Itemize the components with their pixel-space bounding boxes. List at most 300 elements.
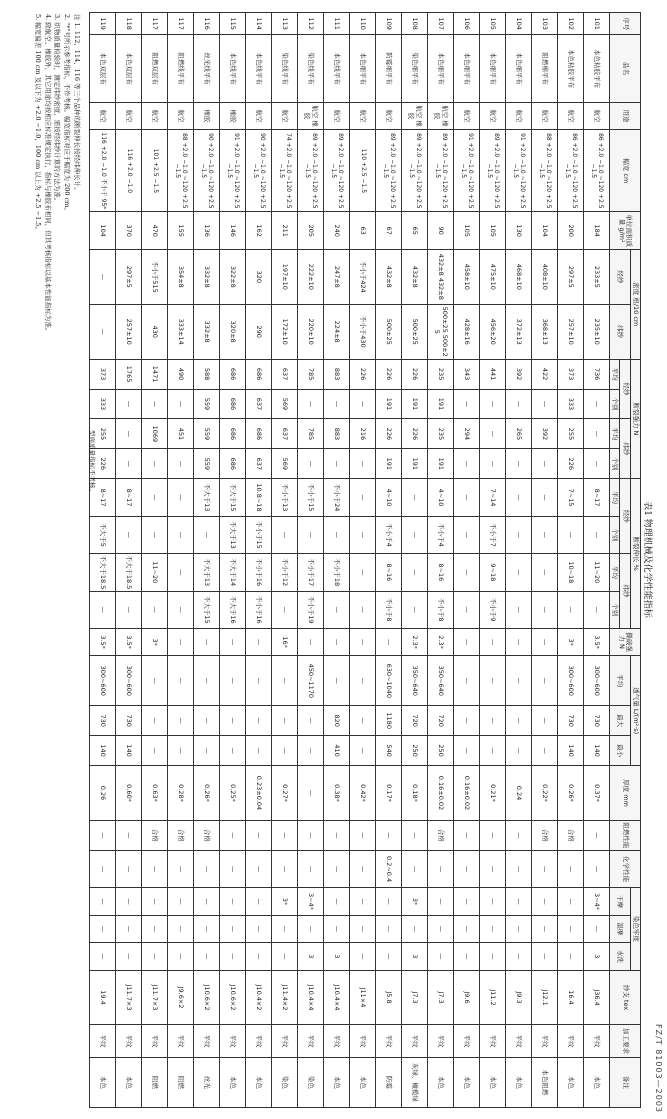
cell-warp: 475±10 bbox=[479, 249, 505, 304]
table-row bbox=[479, 13, 505, 1108]
cell-remarks: 本色 bbox=[349, 1057, 375, 1107]
table-row bbox=[89, 13, 115, 1108]
header-width: 幅宽 cm bbox=[609, 130, 640, 212]
cell-thick: 0.26* bbox=[193, 766, 219, 821]
cell-name: 染色线平布 bbox=[297, 35, 323, 102]
cell-yarn: 19.4 bbox=[89, 970, 115, 1025]
cell-s2: — bbox=[167, 389, 193, 419]
cell-s4: — bbox=[531, 449, 557, 479]
cell-e3: 11~20 bbox=[141, 554, 167, 591]
cell-no: 105 bbox=[479, 13, 505, 35]
cell-s4: — bbox=[583, 449, 609, 479]
cell-no: 109 bbox=[375, 13, 401, 35]
cell-remarks: 本色 bbox=[219, 1057, 245, 1107]
cell-s1: 686 bbox=[245, 359, 271, 389]
cell-name: 本色线平布 bbox=[245, 35, 271, 102]
cell-tear: — bbox=[349, 628, 375, 655]
header-elong-warp: 经纱 bbox=[620, 479, 630, 554]
cell-am: 720 bbox=[427, 706, 453, 736]
cell-process: 平纹 bbox=[401, 1025, 427, 1057]
table-row bbox=[453, 13, 479, 1108]
cell-width: 89 +2.0 −1.0 ~120 +2.5 −1.5 bbox=[297, 130, 323, 212]
table-row bbox=[245, 13, 271, 1108]
cell-warp: 不小于424 bbox=[349, 249, 375, 304]
cell-e4: — bbox=[583, 591, 609, 628]
cell-air: 630~1040 bbox=[375, 656, 401, 706]
cell-yarn: J10.4×4 bbox=[323, 970, 349, 1025]
header-sub: 个别 bbox=[609, 516, 619, 553]
cell-name: 本色细平布 bbox=[505, 35, 531, 102]
cell-name: 本色线平布 bbox=[323, 35, 349, 102]
cell-warp: 332±8 bbox=[193, 249, 219, 304]
cell-cw: — bbox=[427, 915, 453, 942]
cell-an: — bbox=[479, 736, 505, 766]
cell-tear: 3.5* bbox=[89, 628, 115, 655]
cell-e1: 7~15 bbox=[557, 479, 583, 516]
note-line: 4. 除航空、橡胶外，其它用途均按相应标准规定执行，指标与橡胶布相同，但其考核指标以基本性能指标为准。 bbox=[43, 14, 52, 335]
cell-e4: 不小于19 bbox=[297, 591, 323, 628]
cell-e3: — bbox=[401, 554, 427, 591]
cell-e3: 不大于18.5 bbox=[89, 554, 115, 591]
cell-remarks: 阻燃 bbox=[167, 1057, 193, 1107]
cell-s1: 785 bbox=[297, 359, 323, 389]
cell-e2: — bbox=[453, 516, 479, 553]
cell-flame: 合格 bbox=[193, 820, 219, 850]
table-row bbox=[193, 13, 219, 1108]
cell-e2: — bbox=[349, 516, 375, 553]
cell-yarn: J9.6 bbox=[453, 970, 479, 1025]
cell-am: — bbox=[219, 706, 245, 736]
cell-name: 本色粘胶平布 bbox=[557, 35, 583, 102]
cell-cw: — bbox=[141, 915, 167, 942]
cell-process: 平纹 bbox=[89, 1025, 115, 1057]
cell-width: 116 +2.0 −1.0 bbox=[115, 130, 141, 212]
cell-s2: 686 bbox=[219, 389, 245, 419]
cell-am: — bbox=[271, 706, 297, 736]
cell-an: — bbox=[219, 736, 245, 766]
cell-s3: — bbox=[583, 419, 609, 449]
cell-no: 101 bbox=[583, 13, 609, 35]
cell-width: 91 +2.0 −1.0 ~120 +2.5 −1.5 bbox=[219, 130, 245, 212]
cell-tear: 16* bbox=[271, 628, 297, 655]
header-air-max: 最大 bbox=[609, 706, 630, 736]
cell-s1: 1471 bbox=[141, 359, 167, 389]
table-row bbox=[531, 13, 557, 1108]
cell-am: — bbox=[505, 706, 531, 736]
cell-cw: — bbox=[89, 915, 115, 942]
cell-name: 本色双层布 bbox=[89, 35, 115, 102]
cell-am: 730 bbox=[557, 706, 583, 736]
cell-remarks: 灰绿、橄榄绿 bbox=[401, 1057, 427, 1107]
cell-s3: 235 bbox=[427, 419, 453, 449]
cell-weight: 240 bbox=[323, 212, 349, 249]
cell-air: 300~600 bbox=[89, 656, 115, 706]
cell-chem: — bbox=[401, 850, 427, 887]
cell-no: 108 bbox=[401, 13, 427, 35]
cell-s2: 559 bbox=[193, 389, 219, 419]
cell-air: — bbox=[219, 656, 245, 706]
cell-warp: 432±8 bbox=[375, 249, 401, 304]
cell-name: 本色细平布 bbox=[453, 35, 479, 102]
cell-name: 本色细平布 bbox=[427, 35, 453, 102]
cell-weight: 470 bbox=[141, 212, 167, 249]
header-sub: 个别 bbox=[609, 449, 619, 479]
cell-cx: 3 bbox=[297, 943, 323, 970]
cell-cd: — bbox=[141, 888, 167, 915]
cell-remarks: 本色 bbox=[453, 1057, 479, 1107]
cell-cd: — bbox=[323, 888, 349, 915]
cell-thick: 0.17* bbox=[375, 766, 401, 821]
cell-tear: — bbox=[297, 628, 323, 655]
cell-cd: — bbox=[453, 888, 479, 915]
header-strength: 断裂强力 N bbox=[630, 359, 640, 479]
cell-no: 117 bbox=[141, 13, 167, 35]
cell-cx: — bbox=[479, 943, 505, 970]
cell-chem: — bbox=[271, 850, 297, 887]
cell-e2: 不小于4 bbox=[375, 516, 401, 553]
cell-an: — bbox=[505, 736, 531, 766]
cell-e1: 7~14 bbox=[479, 479, 505, 516]
table-row bbox=[323, 13, 349, 1108]
cell-weight: 105 bbox=[453, 212, 479, 249]
cell-width: 86 +2.0 −1.0 ~120 +2.5 −1.5 bbox=[557, 130, 583, 212]
cell-s4: — bbox=[141, 449, 167, 479]
cell-e1: — bbox=[349, 479, 375, 516]
cell-cx: 3 bbox=[323, 943, 349, 970]
cell-name: 阻燃双层布 bbox=[141, 35, 167, 102]
cell-s3: 294 bbox=[453, 419, 479, 449]
cell-e4: — bbox=[141, 591, 167, 628]
header-name: 品名 bbox=[609, 35, 640, 102]
header-elong: 断裂伸长 % bbox=[630, 479, 640, 629]
cell-s4: — bbox=[323, 449, 349, 479]
cell-yarn: J11.2 bbox=[479, 970, 505, 1025]
cell-s3: 637 bbox=[271, 419, 297, 449]
cell-cx: — bbox=[115, 943, 141, 970]
cell-process: 平纹 bbox=[427, 1025, 453, 1057]
cell-use: 橡胶 bbox=[219, 102, 245, 129]
cell-use: 航空 bbox=[531, 102, 557, 129]
cell-remarks: 本色 bbox=[427, 1057, 453, 1107]
header-process: 加工要求 bbox=[609, 1025, 640, 1057]
note-line: 2. "*"号所示参考指标，不作考核。幅宽指标对应于幅宽为 200 cm。 bbox=[63, 14, 72, 214]
cell-e2: — bbox=[167, 516, 193, 553]
cell-s4: 569 bbox=[271, 449, 297, 479]
cell-width: 89 +2.0 −1.0 ~120 +2.5 −1.5 bbox=[375, 130, 401, 212]
cell-use: 航空 bbox=[453, 102, 479, 129]
cell-width: 110 +2.5 −1.5 bbox=[349, 130, 375, 212]
cell-cd: — bbox=[349, 888, 375, 915]
cell-yarn: J11.7×3 bbox=[115, 970, 141, 1025]
notes bbox=[32, 14, 81, 1104]
cell-warp: 不小于515 bbox=[141, 249, 167, 304]
cell-use: 航空 bbox=[557, 102, 583, 129]
cell-e2: — bbox=[557, 516, 583, 553]
cell-no: 113 bbox=[271, 13, 297, 35]
cell-chem: — bbox=[219, 850, 245, 887]
cell-use: 航空 bbox=[375, 102, 401, 129]
cell-weight: 155 bbox=[167, 212, 193, 249]
header-strength-warp: 经纱 bbox=[620, 359, 630, 419]
table-title: 表1 物理机械及化学性能指标 bbox=[642, 501, 652, 618]
header-flame: 阻燃性能 bbox=[609, 820, 640, 850]
cell-no: 117 bbox=[167, 13, 193, 35]
cell-e4: — bbox=[271, 591, 297, 628]
cell-cx: 3 bbox=[401, 943, 427, 970]
cell-weight: 104 bbox=[531, 212, 557, 249]
header-sub: 个别 bbox=[609, 591, 619, 628]
cell-remarks: 本色 bbox=[115, 1057, 141, 1107]
cell-remarks: 本色 bbox=[245, 1057, 271, 1107]
cell-e4: 不小于16 bbox=[245, 591, 271, 628]
cell-weight: 63 bbox=[349, 212, 375, 249]
cell-weight: 162 bbox=[245, 212, 271, 249]
table-body bbox=[89, 13, 609, 1108]
cell-use: 航空 橡胶 bbox=[401, 102, 427, 129]
cell-width: 89 +2.0 −1.0 ~120 +2.5 −1.5 bbox=[323, 130, 349, 212]
cell-cd: — bbox=[427, 888, 453, 915]
cell-am: — bbox=[349, 706, 375, 736]
cell-no: 115 bbox=[219, 13, 245, 35]
cell-e1: 4~10 bbox=[427, 479, 453, 516]
table-row bbox=[297, 13, 323, 1108]
header-seq: 序号 bbox=[609, 13, 640, 35]
cell-cw: — bbox=[453, 915, 479, 942]
cell-process: 平纹 bbox=[349, 1025, 375, 1057]
cell-e2: — bbox=[271, 516, 297, 553]
cell-am: — bbox=[531, 706, 557, 736]
cell-e1: — bbox=[141, 479, 167, 516]
cell-cx: — bbox=[375, 943, 401, 970]
table-row bbox=[141, 13, 167, 1108]
cell-cd: — bbox=[219, 888, 245, 915]
cell-flame: — bbox=[505, 820, 531, 850]
header-sub: 平均 bbox=[609, 359, 619, 389]
cell-chem: — bbox=[193, 850, 219, 887]
cell-weft: 372±13 bbox=[505, 304, 531, 359]
cell-cw: — bbox=[557, 915, 583, 942]
header-strength-weft: 纬纱 bbox=[620, 419, 630, 479]
cell-e2: 不小于4 bbox=[427, 516, 453, 553]
cell-thick: 0.42* bbox=[349, 766, 375, 821]
cell-weight: 205 bbox=[297, 212, 323, 249]
cell-tear: — bbox=[453, 628, 479, 655]
cell-thick: 0.24 bbox=[505, 766, 531, 821]
cell-cx: — bbox=[557, 943, 583, 970]
cell-flame: — bbox=[271, 820, 297, 850]
cell-thick: — bbox=[297, 766, 323, 821]
cell-no: 116 bbox=[193, 13, 219, 35]
cell-cd: — bbox=[89, 888, 115, 915]
cell-use: 航空 bbox=[115, 102, 141, 129]
note-line: 5. 幅宽偏差 100 cm 及以下为 +2.0 −1.0，100 cm 以上为 +2.5 −1.5。 bbox=[34, 14, 42, 233]
cell-air: 300~600 bbox=[583, 656, 609, 706]
cell-tear: — bbox=[193, 628, 219, 655]
cell-use: 航空 bbox=[141, 102, 167, 129]
cell-warp: 233±5 bbox=[583, 249, 609, 304]
cell-e4: — bbox=[557, 591, 583, 628]
cell-yarn: J9.6×2 bbox=[167, 970, 193, 1025]
cell-s3: 226 bbox=[401, 419, 427, 449]
header-color: 染色牢度 bbox=[630, 888, 640, 970]
header-elong-weft: 纬纱 bbox=[620, 554, 630, 629]
cell-width: 90 +2.0 −1.0 ~120 +2.5 −1.5 bbox=[193, 130, 219, 212]
cell-no: 106 bbox=[453, 13, 479, 35]
note-line: 3. 织物质量检验时，测定纬纱密度，需按经纬纱计算的方法为准。 bbox=[53, 14, 62, 205]
cell-s3: 216 bbox=[349, 419, 375, 449]
cell-remarks: 本色阻燃 bbox=[531, 1057, 557, 1107]
cell-weft: 257±10 bbox=[115, 304, 141, 359]
cell-weft: 332±8 bbox=[193, 304, 219, 359]
cell-remarks: 染色 bbox=[297, 1057, 323, 1107]
cell-e3: — bbox=[167, 554, 193, 591]
cell-use: 航空 bbox=[271, 102, 297, 129]
cell-e3: — bbox=[349, 554, 375, 591]
cell-warp: 408±10 bbox=[531, 249, 557, 304]
cell-no: 103 bbox=[531, 13, 557, 35]
cell-no: 114 bbox=[245, 13, 271, 35]
header-density: 密度 根/10 cm bbox=[630, 249, 640, 359]
cell-tear: — bbox=[531, 628, 557, 655]
cell-cw: — bbox=[323, 915, 349, 942]
cell-cd: — bbox=[375, 888, 401, 915]
cell-tear: 3.5* bbox=[115, 628, 141, 655]
cell-s3: 255 bbox=[557, 419, 583, 449]
cell-e1: 8~17 bbox=[583, 479, 609, 516]
cell-s2: 569 bbox=[271, 389, 297, 419]
cell-s2: 333 bbox=[89, 389, 115, 419]
cell-am: — bbox=[245, 706, 271, 736]
cell-e3: 不小于12 bbox=[271, 554, 297, 591]
cell-cx: — bbox=[167, 943, 193, 970]
cell-weft: 不小于430 bbox=[349, 304, 375, 359]
cell-remarks: 本色 bbox=[479, 1057, 505, 1107]
cell-yarn: J10.6×2 bbox=[219, 970, 245, 1025]
cell-flame: 合格 bbox=[167, 820, 193, 850]
cell-am: — bbox=[141, 706, 167, 736]
cell-process: 平纹 bbox=[479, 1025, 505, 1057]
cell-thick: 0.60* bbox=[115, 766, 141, 821]
cell-cx: — bbox=[141, 943, 167, 970]
cell-air: 450~1170 bbox=[297, 656, 323, 706]
cell-cd: 3~4* bbox=[297, 888, 323, 915]
cell-cw: — bbox=[531, 915, 557, 942]
cell-name: 阻燃线平布 bbox=[167, 35, 193, 102]
table-row bbox=[271, 13, 297, 1108]
cell-s4: — bbox=[349, 449, 375, 479]
cell-an: 410 bbox=[323, 736, 349, 766]
cell-s3: 265 bbox=[505, 419, 531, 449]
cell-process: 平纹 bbox=[297, 1025, 323, 1057]
cell-e2: — bbox=[115, 516, 141, 553]
cell-width: 91 +2.0 −1.0 ~120 +2.5 −1.5 bbox=[505, 130, 531, 212]
cell-chem: — bbox=[479, 850, 505, 887]
cell-e4: — bbox=[167, 591, 193, 628]
header-sub: 平均 bbox=[609, 554, 619, 591]
cell-cx: — bbox=[89, 943, 115, 970]
cell-weft: 235±10 bbox=[583, 304, 609, 359]
cell-s4: 559 bbox=[193, 449, 219, 479]
cell-thick: 0.25* bbox=[219, 766, 245, 821]
cell-s4: 191 bbox=[375, 449, 401, 479]
cell-e2: — bbox=[583, 516, 609, 553]
cell-e2: — bbox=[531, 516, 557, 553]
cell-chem: — bbox=[115, 850, 141, 887]
cell-name: 本色线平布 bbox=[219, 35, 245, 102]
cell-e2: — bbox=[141, 516, 167, 553]
cell-s4: — bbox=[479, 449, 505, 479]
cell-weft: 257±10 bbox=[557, 304, 583, 359]
cell-s3: 255 bbox=[89, 419, 115, 449]
cell-e1: — bbox=[167, 479, 193, 516]
cell-warp: 468±10 bbox=[505, 249, 531, 304]
cell-thick: 0.27* bbox=[271, 766, 297, 821]
cell-e4: — bbox=[115, 591, 141, 628]
cell-yarn: J11×4 bbox=[349, 970, 375, 1025]
cell-e3: 不小于18 bbox=[323, 554, 349, 591]
cell-process: 平纹 bbox=[323, 1025, 349, 1057]
cell-cw: — bbox=[167, 915, 193, 942]
cell-s1: 226 bbox=[349, 359, 375, 389]
table-row bbox=[583, 13, 609, 1108]
cell-width: 89 +2.0 −1.0 ~120 +2.5 −1.5 bbox=[427, 130, 453, 212]
cell-e1: — bbox=[401, 479, 427, 516]
cell-an: 140 bbox=[557, 736, 583, 766]
cell-s1: 1765 bbox=[115, 359, 141, 389]
cell-cd: 3* bbox=[401, 888, 427, 915]
cell-air: — bbox=[141, 656, 167, 706]
table-row bbox=[115, 13, 141, 1108]
cell-tear: — bbox=[479, 628, 505, 655]
cell-remarks: 本色 bbox=[89, 1057, 115, 1107]
cell-e2: 不大于13 bbox=[219, 516, 245, 553]
header-tear: 撕破强力 N bbox=[609, 628, 640, 655]
cell-name: 本色细平布 bbox=[479, 35, 505, 102]
cell-remarks: 本色 bbox=[323, 1057, 349, 1107]
cell-process: 平纹 bbox=[141, 1025, 167, 1057]
cell-warp: 320 bbox=[245, 249, 271, 304]
cell-tear: — bbox=[375, 628, 401, 655]
cell-remarks: 阻燃 bbox=[141, 1057, 167, 1107]
cell-yarn: J9.3 bbox=[505, 970, 531, 1025]
cell-am: 730 bbox=[89, 706, 115, 736]
cell-e4: — bbox=[89, 591, 115, 628]
cell-tear: 2.3* bbox=[427, 628, 453, 655]
cell-cx: — bbox=[453, 943, 479, 970]
cell-no: 104 bbox=[505, 13, 531, 35]
cell-s1: 883 bbox=[323, 359, 349, 389]
spec-table bbox=[89, 12, 641, 1108]
cell-e3: 不大于18.5 bbox=[115, 554, 141, 591]
cell-am: 820 bbox=[323, 706, 349, 736]
cell-tear: — bbox=[219, 628, 245, 655]
cell-tear: 2.3* bbox=[401, 628, 427, 655]
cell-name: 染色线平布 bbox=[271, 35, 297, 102]
cell-an: — bbox=[453, 736, 479, 766]
header-color-dry: 干摩 bbox=[609, 888, 630, 915]
cell-s1: 588 bbox=[193, 359, 219, 389]
header-use: 用途 bbox=[609, 102, 640, 129]
cell-s2: — bbox=[115, 389, 141, 419]
cell-process: 平纹 bbox=[505, 1025, 531, 1057]
cell-yarn: J10.4×2 bbox=[245, 970, 271, 1025]
cell-flame: — bbox=[375, 820, 401, 850]
cell-weft: 320±8 bbox=[219, 304, 245, 359]
cell-warp: 247±8 bbox=[323, 249, 349, 304]
cell-cx: — bbox=[219, 943, 245, 970]
cell-chem: — bbox=[583, 850, 609, 887]
cell-chem: 0.2~0.4 bbox=[375, 850, 401, 887]
